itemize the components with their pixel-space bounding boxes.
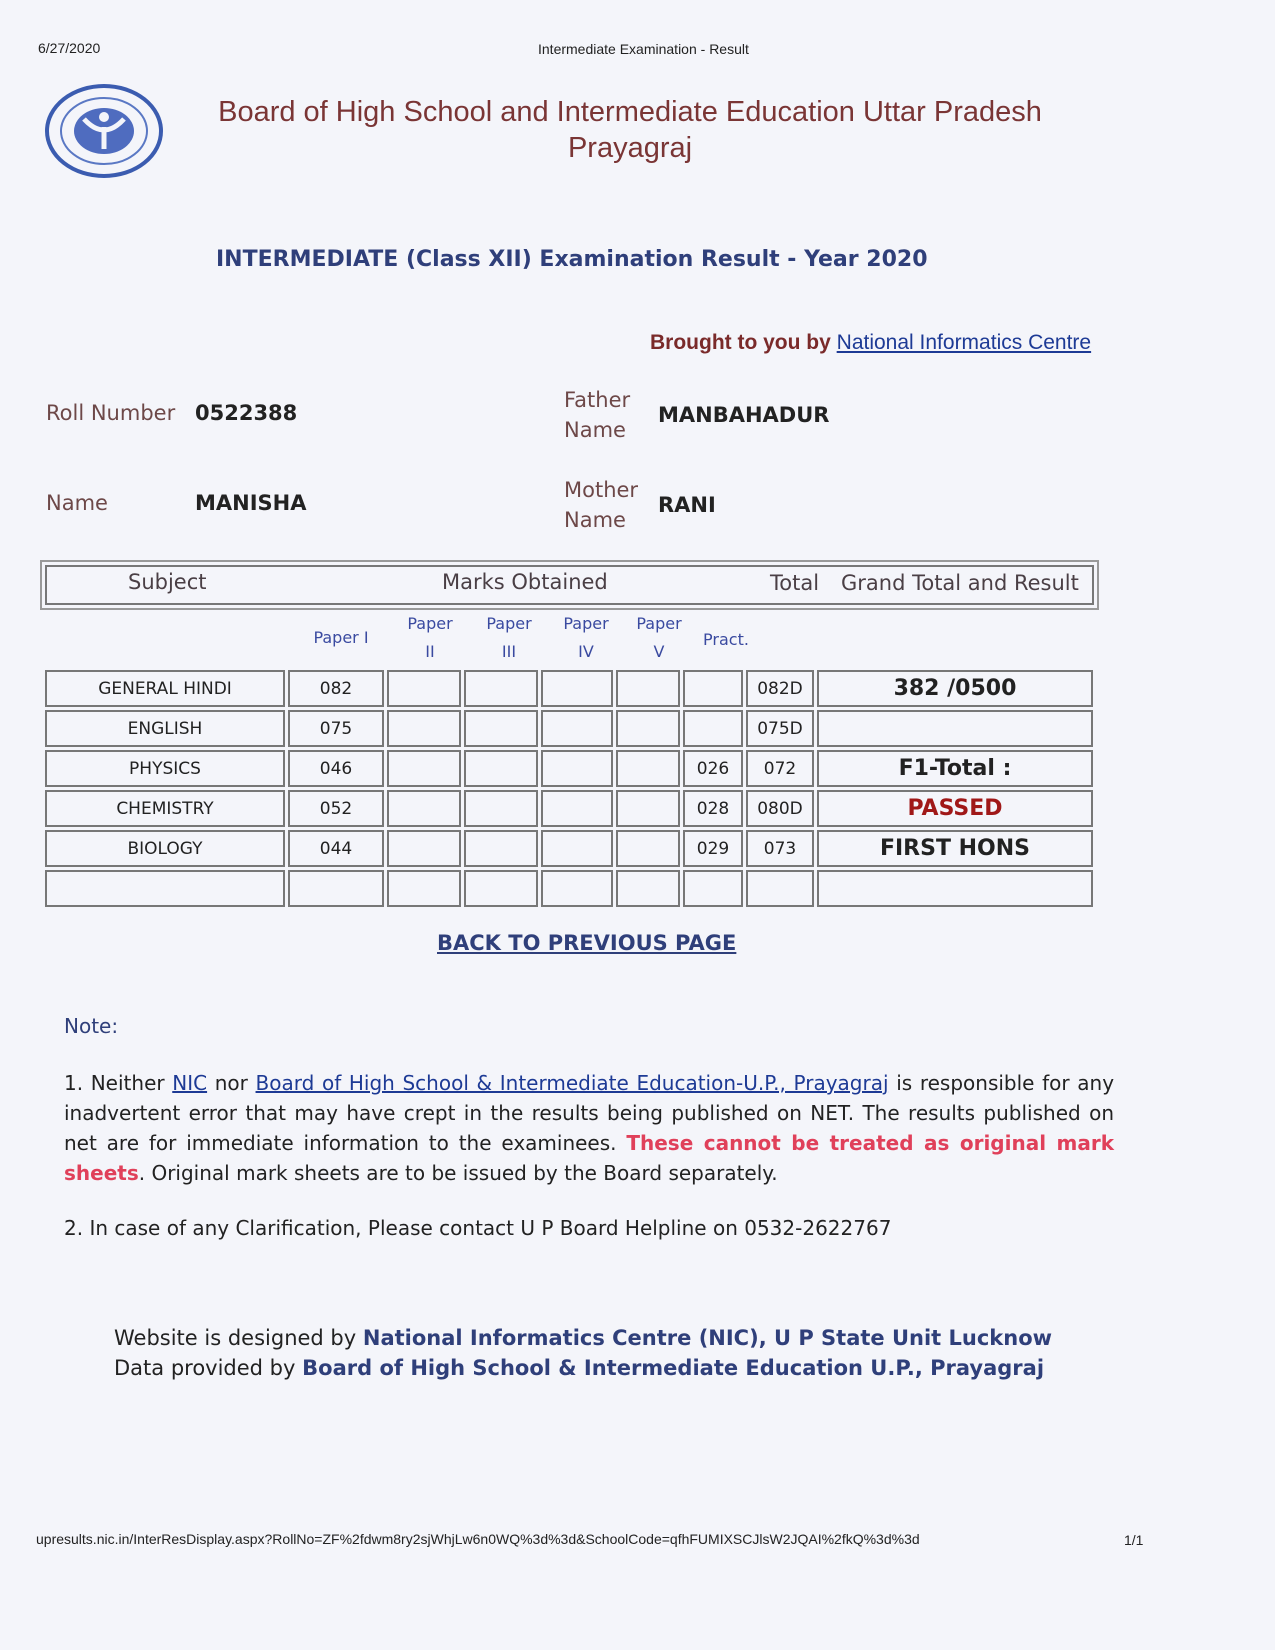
cell-subject — [45, 870, 285, 907]
cell-p4 — [541, 710, 613, 747]
subheader-paper-4-line2: IV — [578, 642, 594, 661]
note-1-text: is responsible for any inadvertent error that may have crept in the results being published on NET. The results published on net are for immediate information to the examinees. — [64, 1071, 1115, 1155]
back-to-previous-link[interactable]: BACK TO PREVIOUS PAGE — [437, 931, 737, 955]
cell-p1: 052 — [288, 790, 384, 827]
cell-p5 — [616, 790, 680, 827]
cell-total: 082D — [746, 670, 814, 707]
cell-subject: BIOLOGY — [45, 830, 285, 867]
subheader-paper-4 — [548, 610, 624, 666]
marks-table — [42, 667, 1096, 910]
table-row — [45, 710, 1093, 747]
cell-p1: 075 — [288, 710, 384, 747]
cell-p4 — [541, 670, 613, 707]
cell-p4 — [541, 750, 613, 787]
subheader-paper-3-line2: III — [501, 642, 517, 661]
cell-p1 — [288, 870, 384, 907]
cell-total: 075D — [746, 710, 814, 747]
cell-result: 382 /0500 — [817, 670, 1093, 707]
note-1-nor: nor — [214, 1071, 248, 1095]
cell-p4 — [541, 790, 613, 827]
cell-result: PASSED — [817, 790, 1093, 827]
mother-label-line1: Mother — [564, 478, 639, 502]
brought-by — [650, 331, 1091, 355]
cell-pract: 028 — [683, 790, 743, 827]
cell-p3 — [464, 710, 538, 747]
print-title: Intermediate Examination - Result — [538, 41, 749, 57]
print-url: upresults.nic.in/InterResDisplay.aspx?RollNo=ZF%2fdwm8ry2sjWhjLw6n0WQ%3d%3d&SchoolCode=qfhFUMIXSCJlsW2JQAI%2fkQ%3d%3d — [36, 1531, 920, 1547]
name-value: MANISHA — [195, 491, 307, 515]
note-board-link[interactable]: Board of High School & Intermediate Education-U.P., Prayagraj — [255, 1071, 889, 1095]
table-row — [45, 670, 1093, 707]
cell-p3 — [464, 670, 538, 707]
cell-total: 073 — [746, 830, 814, 867]
subheader-paper-2 — [392, 610, 468, 666]
roll-number-label: Roll Number — [46, 401, 176, 425]
header-total: Total — [770, 571, 820, 595]
mother-label-line2: Name — [564, 508, 626, 532]
cell-p2 — [387, 750, 461, 787]
cell-p2 — [387, 790, 461, 827]
cell-result — [817, 710, 1093, 747]
cell-subject: PHYSICS — [45, 750, 285, 787]
cell-p1: 044 — [288, 830, 384, 867]
nic-link[interactable]: National Informatics Centre — [836, 331, 1092, 354]
cell-p5 — [616, 870, 680, 907]
father-name-value: MANBAHADUR — [658, 403, 830, 427]
cell-p2 — [387, 710, 461, 747]
cell-p2 — [387, 870, 461, 907]
table-row — [45, 870, 1093, 907]
table-row — [45, 830, 1093, 867]
subheader-paper-2-line1: Paper — [407, 614, 453, 633]
note-2: 2. In case of any Clarification, Please contact U P Board Helpline on 0532-2622767 — [64, 1216, 892, 1240]
subheader-practical: Pract. — [703, 630, 749, 649]
subheader-paper-5-line1: Paper — [636, 614, 682, 633]
note-1 — [64, 1068, 1114, 1188]
cell-p3 — [464, 790, 538, 827]
cell-p1: 046 — [288, 750, 384, 787]
name-label: Name — [46, 491, 108, 515]
board-title — [190, 94, 1070, 166]
board-title-line2: Prayagraj — [567, 132, 693, 164]
cell-result: FIRST HONS — [817, 830, 1093, 867]
cell-pract — [683, 670, 743, 707]
cell-p5 — [616, 670, 680, 707]
note-1-prefix: 1. Neither — [64, 1071, 165, 1095]
print-date: 6/27/2020 — [38, 40, 101, 56]
footer-nic: National Informatics Centre (NIC), U P State Unit Lucknow — [362, 1326, 1053, 1350]
note-label: Note: — [64, 1014, 119, 1038]
table-row — [45, 750, 1093, 787]
father-label-line2: Name — [564, 418, 626, 442]
father-label-line1: Father — [564, 388, 631, 412]
cell-p5 — [616, 710, 680, 747]
cell-p4 — [541, 870, 613, 907]
cell-pract: 029 — [683, 830, 743, 867]
cell-p3 — [464, 870, 538, 907]
cell-result — [817, 870, 1093, 907]
cell-total: 072 — [746, 750, 814, 787]
footer-line1 — [114, 1323, 1052, 1353]
note-nic-link[interactable]: NIC — [172, 1071, 208, 1095]
cell-subject: ENGLISH — [45, 710, 285, 747]
exam-title: INTERMEDIATE (Class XII) Examination Result - Year 2020 — [216, 247, 928, 272]
subheader-paper-1: Paper I — [313, 628, 369, 647]
table-row — [45, 790, 1093, 827]
header-marks-obtained: Marks Obtained — [442, 570, 608, 594]
subheader-paper-5-line2: V — [653, 642, 665, 661]
cell-p2 — [387, 830, 461, 867]
cell-total: 080D — [746, 790, 814, 827]
cell-p5 — [616, 830, 680, 867]
mother-name-value: RANI — [658, 493, 716, 517]
brought-by-prefix: Brought to you by — [650, 331, 831, 354]
cell-p2 — [387, 670, 461, 707]
cell-subject: CHEMISTRY — [45, 790, 285, 827]
subheader-paper-3 — [470, 610, 548, 666]
footer-designed-by: Website is designed by — [114, 1326, 357, 1350]
note-1-warning: These cannot be treated as original mark sheets — [64, 1131, 1115, 1185]
cell-p4 — [541, 830, 613, 867]
subheader-paper-5 — [626, 610, 692, 666]
cell-pract — [683, 710, 743, 747]
cell-p3 — [464, 750, 538, 787]
cell-p1: 082 — [288, 670, 384, 707]
roll-number-value: 0522388 — [195, 401, 298, 425]
header-subject: Subject — [128, 570, 207, 594]
note-1-tail: . Original mark sheets are to be issued by the Board separately. — [138, 1161, 778, 1185]
cell-subject: GENERAL HINDI — [45, 670, 285, 707]
cell-total — [746, 870, 814, 907]
subheader-paper-3-line1: Paper — [486, 614, 532, 633]
cell-pract: 026 — [683, 750, 743, 787]
mother-name-label — [564, 475, 638, 535]
cell-p5 — [616, 750, 680, 787]
cell-result: F1-Total : — [817, 750, 1093, 787]
header-grand-total: Grand Total and Result — [841, 571, 1079, 595]
print-page-number: 1/1 — [1124, 1532, 1144, 1548]
footer-data-by: Data provided by — [114, 1356, 296, 1380]
footer-board: Board of High School & Intermediate Education U.P., Prayagraj — [302, 1356, 1045, 1380]
up-emblem-logo — [44, 83, 164, 179]
father-name-label — [564, 385, 630, 445]
subheader-paper-4-line1: Paper — [563, 614, 609, 633]
cell-pract — [683, 870, 743, 907]
subheader-paper-2-line2: II — [425, 642, 435, 661]
board-title-line1: Board of High School and Intermediate Education Uttar Pradesh — [218, 96, 1042, 128]
footer-line2 — [114, 1353, 1044, 1383]
cell-p3 — [464, 830, 538, 867]
